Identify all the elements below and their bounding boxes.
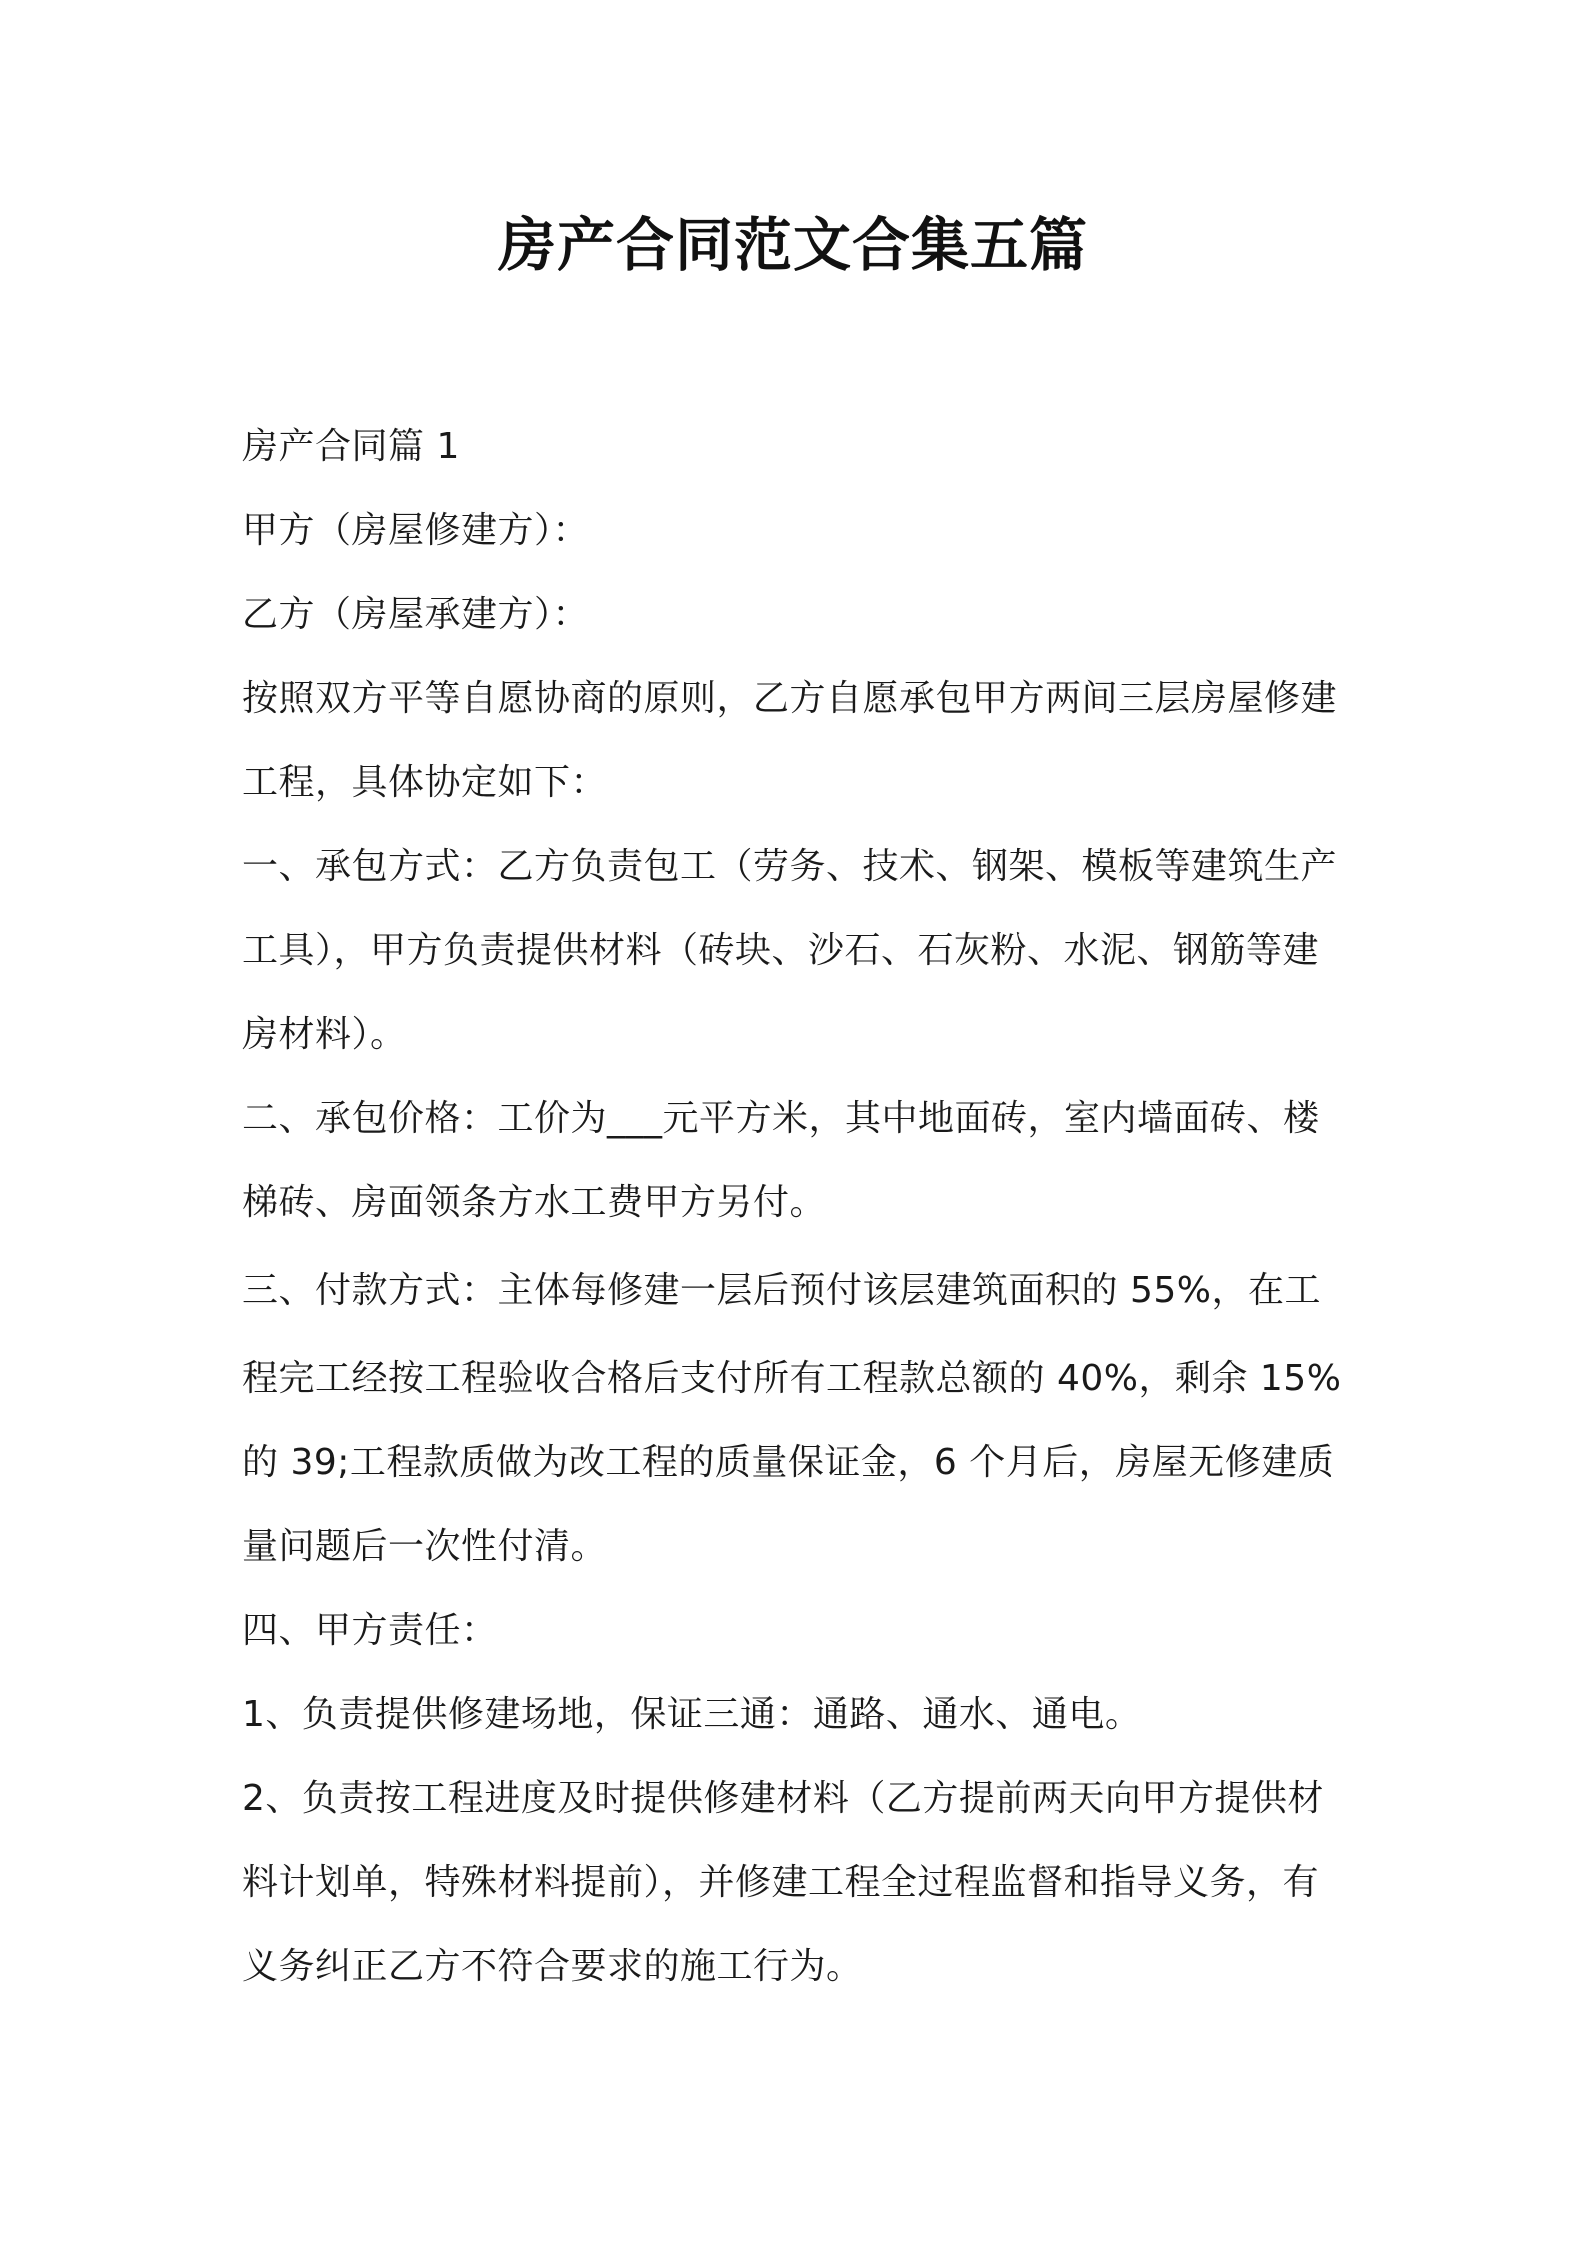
paragraph-line: 三、付款方式：主体每修建一层后预付该层建筑面积的 55%，在工 — [242, 1270, 1321, 1311]
document-body — [242, 405, 1362, 2009]
paragraph-line: 按照双方平等自愿协商的原则，乙方自愿承包甲方两间三层房屋修建 — [242, 678, 1338, 719]
section-heading: 房产合同篇 1 — [242, 426, 460, 467]
section-heading: 四、甲方责任： — [242, 1610, 498, 1651]
paragraph-line: 的 39;工程款质做为改工程的质量保证金，6 个月后，房屋无修建质 — [242, 1442, 1335, 1483]
paragraph-line: 量问题后一次性付清。 — [242, 1526, 608, 1567]
paragraph-line: 料计划单，特殊材料提前），并修建工程全过程监督和指导义务，有 — [242, 1862, 1320, 1903]
list-item: 1、负责提供修建场地，保证三通：通路、通水、通电。 — [242, 1694, 1142, 1735]
paragraph-line: 程完工经按工程验收合格后支付所有工程款总额的 40%，剩余 15% — [242, 1358, 1342, 1399]
paragraph-line: 梯砖、房面领条方水工费甲方另付。 — [242, 1182, 827, 1223]
party-a-line: 甲方（房屋修建方）： — [242, 510, 590, 551]
paragraph-line: 义务纠正乙方不符合要求的施工行为。 — [242, 1946, 863, 1987]
paragraph-line: 工具），甲方负责提供材料（砖块、沙石、石灰粉、水泥、钢筋等建 — [242, 930, 1320, 971]
paragraph-line: 二、承包价格：工价为___元平方米，其中地面砖，室内墙面砖、楼 — [242, 1098, 1320, 1139]
party-b-line: 乙方（房屋承建方）： — [242, 594, 590, 635]
paragraph-line: 房材料）。 — [242, 1014, 407, 1055]
paragraph-line: 一、承包方式：乙方负责包工（劳务、技术、钢架、模板等建筑生产 — [242, 846, 1338, 887]
list-item: 2、负责按工程进度及时提供修建材料（乙方提前两天向甲方提供材 — [242, 1778, 1324, 1819]
document-title: 房产合同范文合集五篇 — [497, 211, 1088, 279]
paragraph-line: 工程，具体协定如下： — [242, 762, 608, 803]
